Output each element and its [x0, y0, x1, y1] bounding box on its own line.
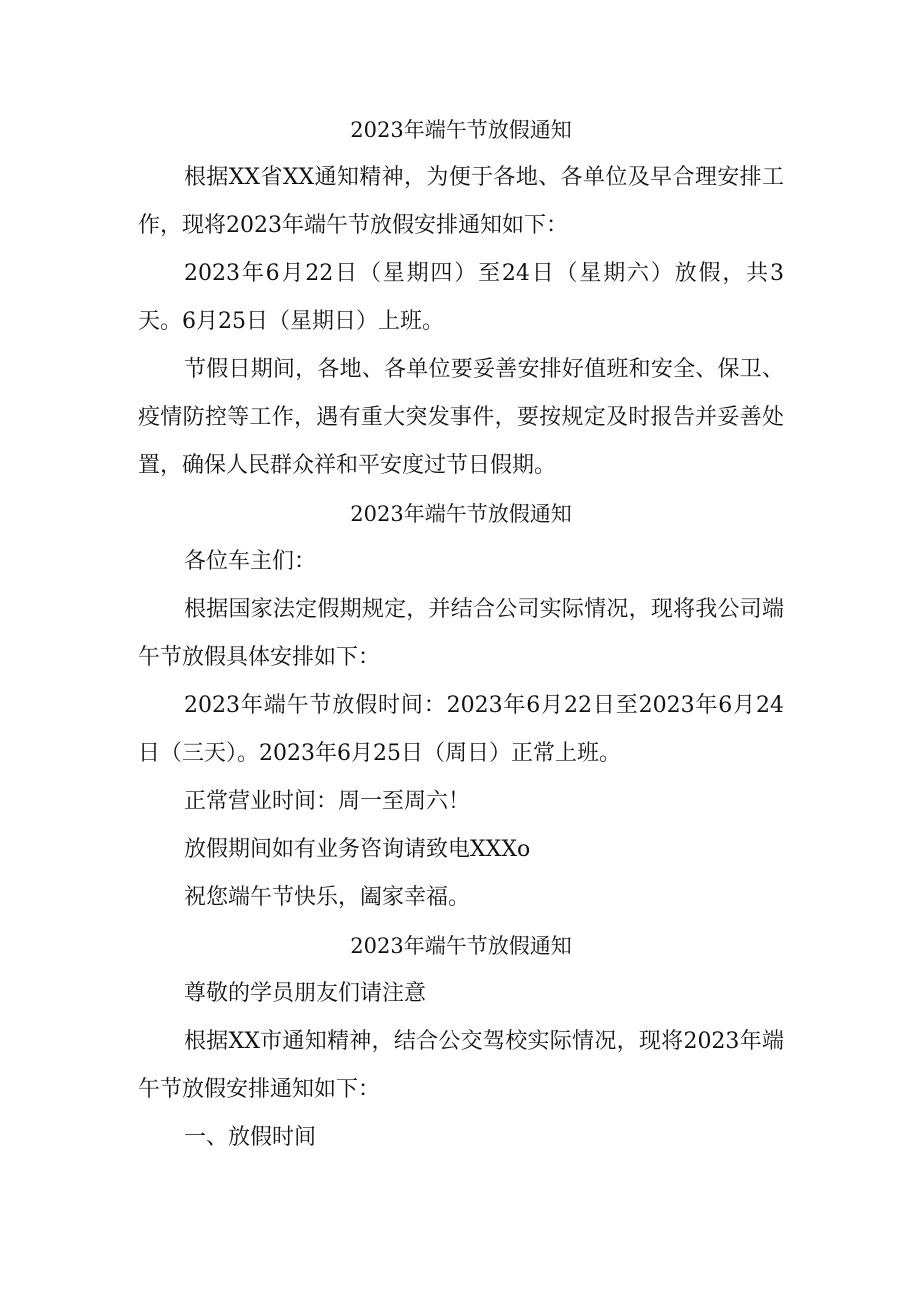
paragraph: 正常营业时间：周一至周六！	[184, 789, 471, 814]
salutation: 各位车主们：	[184, 549, 317, 574]
notice-title: 2023年端午节放假通知	[350, 934, 572, 958]
closing-line: 祝您端午节快乐，阖家幸福。	[184, 885, 471, 910]
document-body	[138, 106, 784, 1162]
notice-section-3	[138, 922, 784, 1162]
paragraph: 根据XX省XX通知精神，为便于各地、各单位及早合理安排工作，现将2023年端午节放假安排通知如下：	[138, 165, 784, 238]
notice-title: 2023年端午节放假通知	[350, 118, 572, 142]
notice-section-1	[138, 106, 784, 490]
paragraph: 放假期间如有业务咨询请致电XXXo	[184, 837, 531, 862]
notice-section-2	[138, 490, 784, 922]
paragraph: 根据XX市通知精神，结合公交驾校实际情况，现将2023年端午节放假安排通知如下：	[138, 1029, 784, 1102]
paragraph: 2023年6月22日（星期四）至24日（星期六）放假，共3天。6月25日（星期日）上班。	[138, 261, 784, 334]
list-heading: 一、放假时间	[184, 1125, 317, 1150]
paragraph: 根据国家法定假期规定，并结合公司实际情况，现将我公司端午节放假具体安排如下：	[138, 597, 784, 670]
salutation: 尊敬的学员朋友们请注意	[184, 981, 427, 1006]
notice-title: 2023年端午节放假通知	[350, 502, 572, 526]
paragraph: 2023年端午节放假时间：2023年6月22日至2023年6月24日（三天）。2023年6月25日（周日）正常上班。	[138, 693, 784, 766]
paragraph: 节假日期间，各地、各单位要妥善安排好值班和安全、保卫、疫情防控等工作，遇有重大突发事件，要按规定及时报告并妥善处置，确保人民群众祥和平安度过节日假期。	[138, 357, 784, 478]
